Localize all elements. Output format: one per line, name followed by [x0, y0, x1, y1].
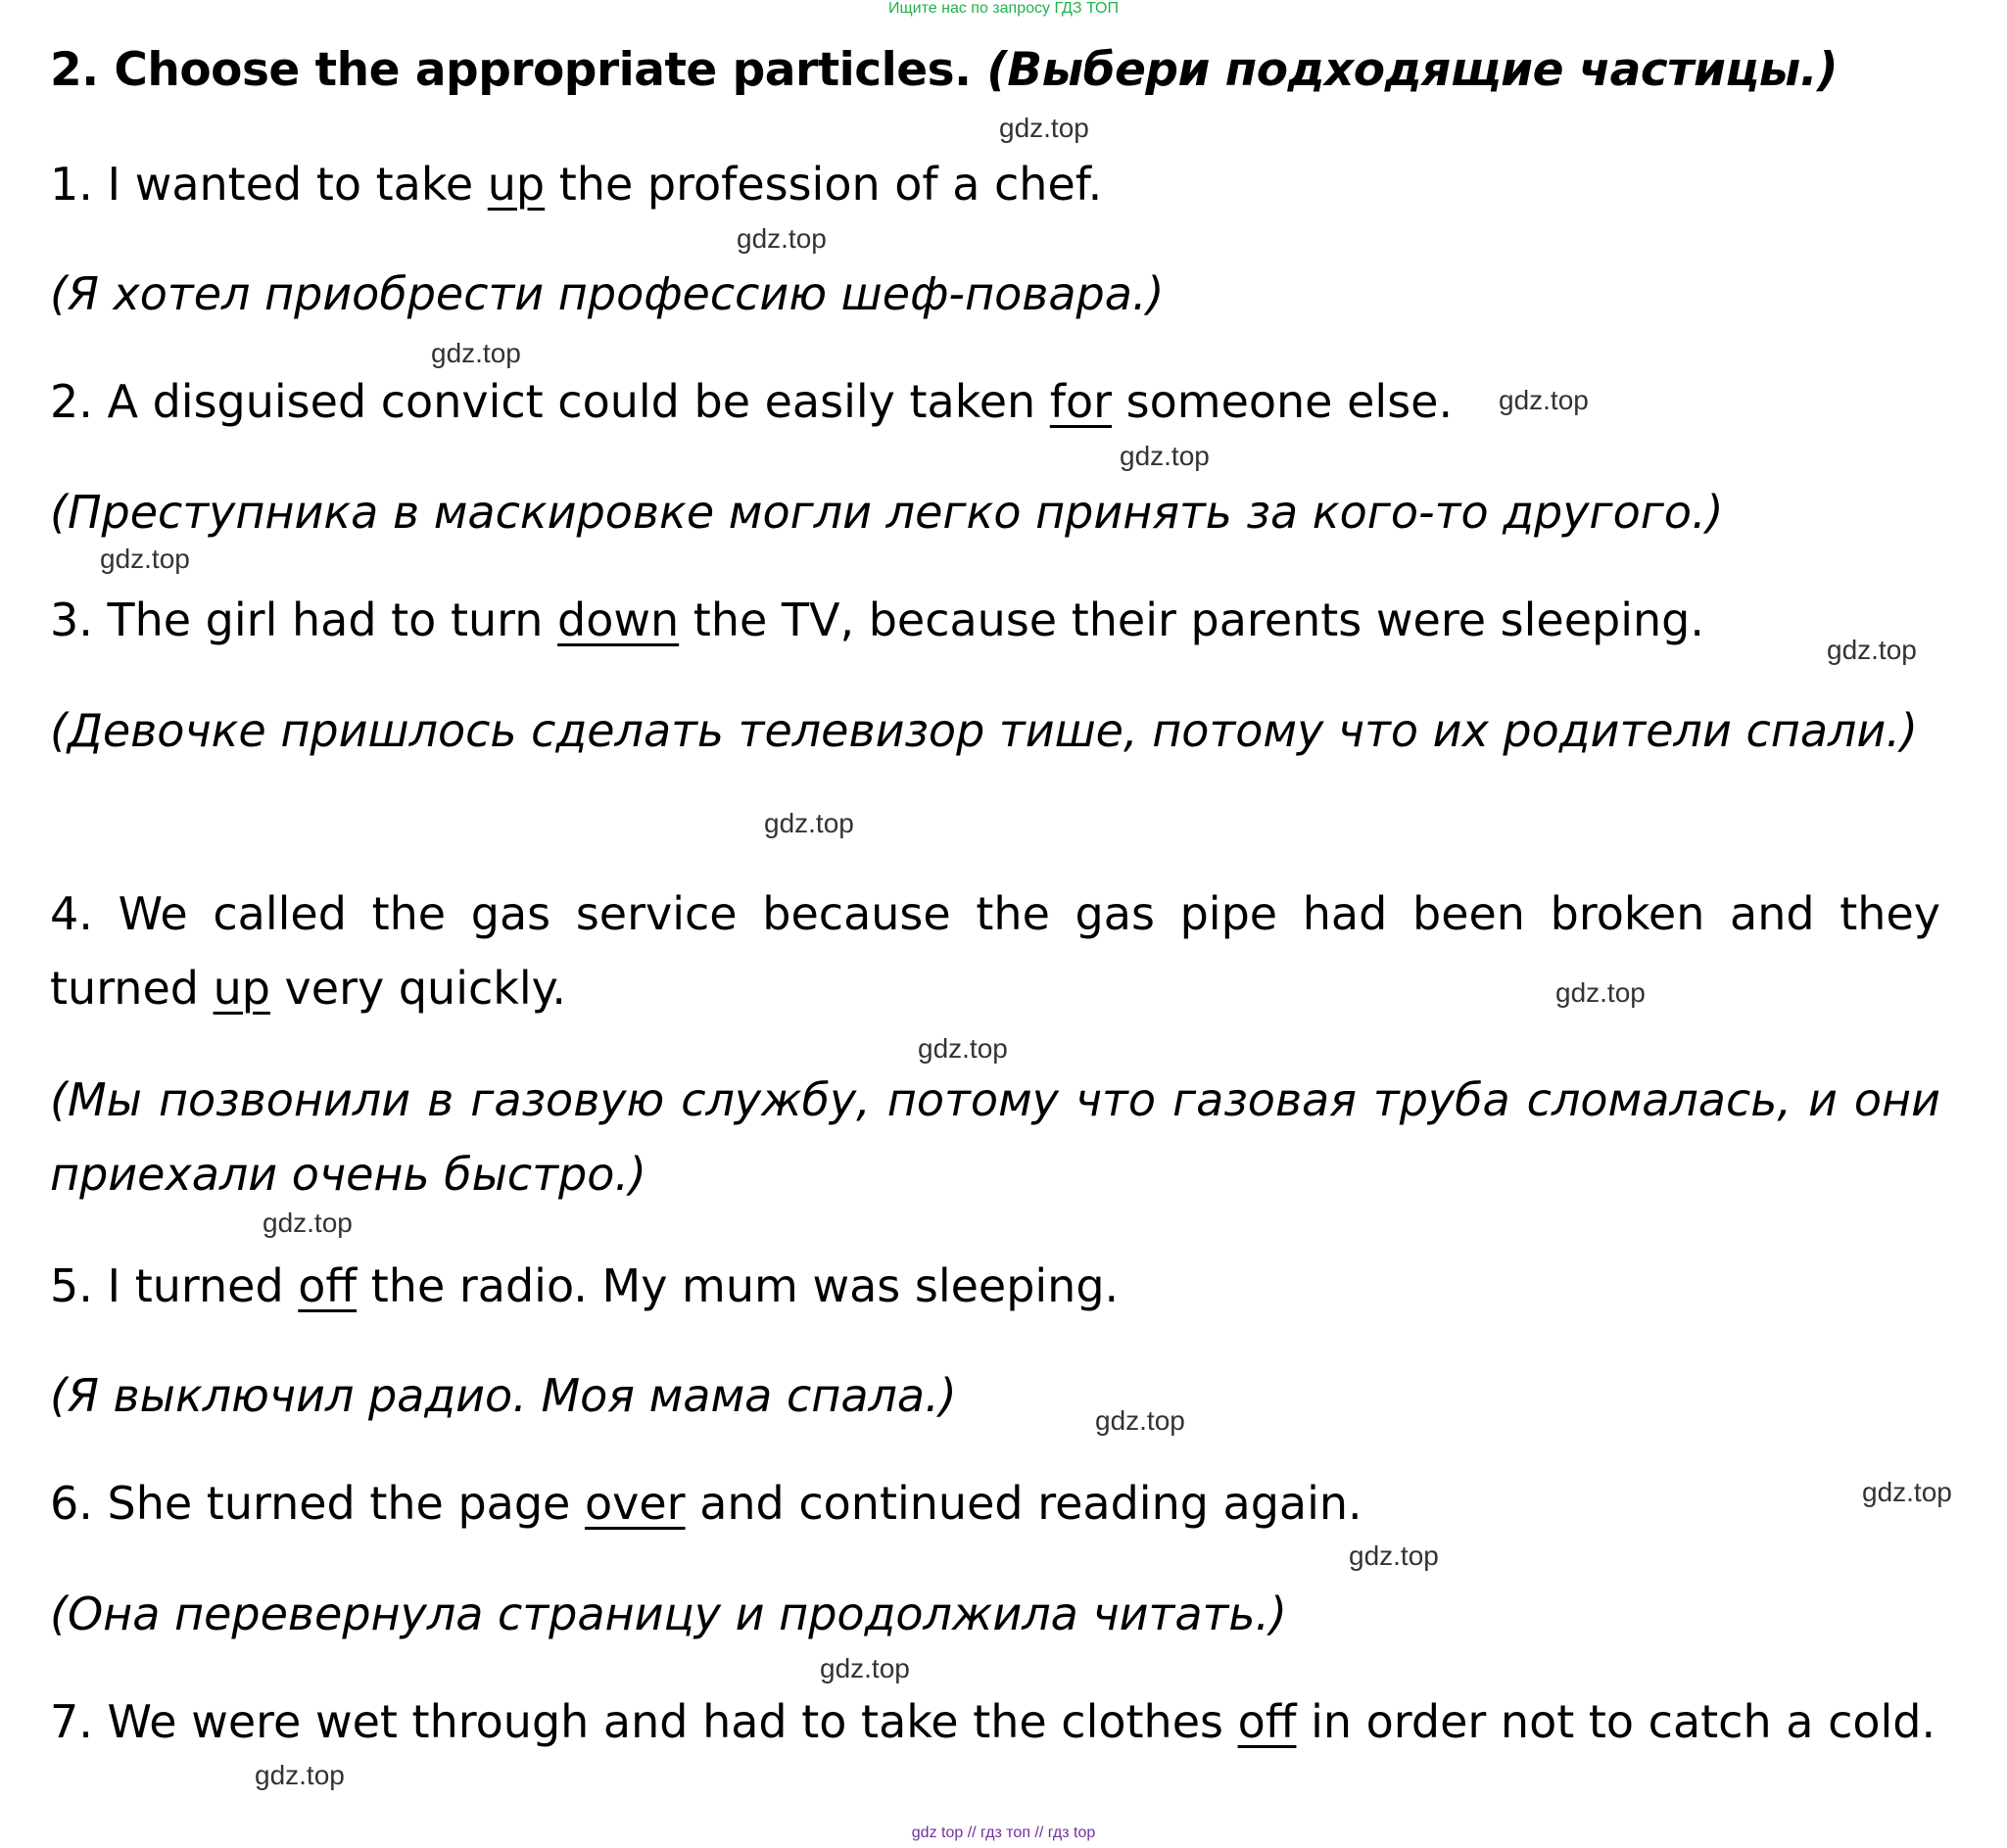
item-4-answer: up	[213, 962, 270, 1015]
watermark: gdz.top	[1827, 635, 1917, 665]
item-2-ru: (Преступника в маскировке могли легко принять за кого-то другого.)	[50, 486, 1724, 539]
item-1-en	[50, 147, 1102, 221]
item-2-post: someone else.	[1112, 375, 1454, 428]
item-6-answer: over	[584, 1477, 686, 1530]
watermark: gdz.top	[820, 1653, 910, 1683]
item-5-en	[50, 1249, 1119, 1323]
item-7-pre: 7. We were wet through and had to take the clothes	[50, 1695, 1238, 1748]
item-4-en	[50, 877, 1940, 1025]
watermark: gdz.top	[1349, 1540, 1439, 1571]
item-1-post: the profession of a chef.	[545, 158, 1103, 211]
item-1-ru: (Я хотел приобрести профессию шеф-повара.)	[50, 267, 1165, 320]
item-2-en	[50, 364, 1453, 439]
watermark: gdz.top	[1862, 1477, 1952, 1507]
watermark: gdz.top	[1555, 977, 1646, 1008]
item-1-pre: 1. I wanted to take	[50, 158, 488, 211]
item-5-ru: (Я выключил радио. Моя мама спала.)	[50, 1369, 957, 1422]
exercise-heading	[50, 43, 1838, 97]
watermark: gdz.top	[263, 1208, 353, 1238]
watermark: gdz.top	[255, 1760, 345, 1790]
item-4-ru: (Мы позвонили в газовую службу, потому что газовая труба сломалась, и они приехали очень быстро.)	[50, 1073, 1940, 1201]
watermark: gdz.top	[737, 223, 827, 254]
item-6-post: and continued reading again.	[685, 1477, 1362, 1530]
watermark: gdz.top	[764, 808, 854, 838]
top-banner: Ищите нас по запросу ГДЗ ТОП	[888, 0, 1119, 17]
item-6-pre: 6. She turned the page	[50, 1477, 585, 1530]
item-5-post: the radio. My mum was sleeping.	[357, 1259, 1120, 1312]
item-5-answer: off	[298, 1259, 358, 1312]
watermark: gdz.top	[918, 1033, 1008, 1064]
item-7-answer: off	[1237, 1695, 1297, 1748]
heading-ru: (Выбери подходящие частицы.)	[986, 43, 1839, 97]
item-5-pre: 5. I turned	[50, 1259, 299, 1312]
watermark: gdz.top	[100, 544, 190, 574]
item-7-en	[50, 1684, 1940, 1759]
item-3-pre: 3. The girl had to turn	[50, 593, 558, 646]
watermark: gdz.top	[1499, 385, 1589, 415]
item-2-answer: for	[1049, 375, 1113, 428]
item-2-pre: 2. A disguised convict could be easily taken	[50, 375, 1050, 428]
item-6-en	[50, 1466, 1362, 1540]
watermark: gdz.top	[1120, 441, 1210, 471]
item-3-ru: (Девочке пришлось сделать телевизор тише, потому что их родители спали.)	[50, 704, 1918, 757]
item-6-ru: (Она перевернула страницу и продолжила читать.)	[50, 1587, 1288, 1640]
item-4-pre: 4. We called the gas service because the gas pipe had been broken and they turned	[50, 887, 1940, 1015]
item-3-post: the TV, because their parents were sleeping.	[679, 593, 1704, 646]
item-3-en	[50, 583, 1704, 657]
item-1-answer: up	[487, 158, 546, 211]
item-4-post: very quickly.	[269, 962, 566, 1015]
heading-en: 2. Choose the appropriate particles.	[50, 43, 972, 97]
footer-links: gdz top // гдз топ // гдз top	[911, 1824, 1096, 1841]
watermark: gdz.top	[999, 113, 1089, 143]
watermark: gdz.top	[1095, 1405, 1185, 1436]
item-3-answer: down	[557, 593, 680, 646]
watermark: gdz.top	[431, 338, 521, 368]
item-7-post: in order not to catch a cold.	[1296, 1695, 1936, 1748]
